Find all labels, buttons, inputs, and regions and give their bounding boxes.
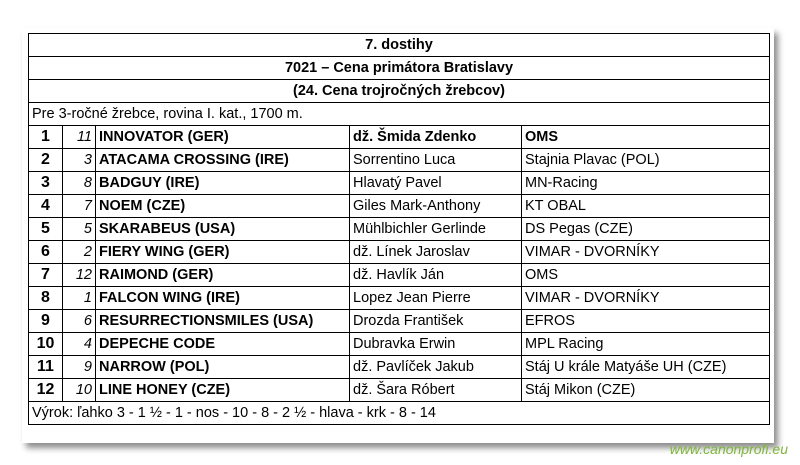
horse-name-cell: INNOVATOR (GER): [96, 126, 350, 149]
race-name: 7021 – Cena primátora Bratislavy: [29, 57, 770, 80]
table-row: [29, 172, 770, 195]
jockey-cell: Giles Mark-Anthony: [350, 195, 522, 218]
start-number-cell: 9: [63, 356, 96, 379]
horse-name-cell: BADGUY (IRE): [96, 172, 350, 195]
start-number-cell: 3: [63, 149, 96, 172]
table-row: [29, 264, 770, 287]
position-cell: 6: [29, 241, 63, 264]
header-row-2: [29, 57, 770, 80]
horse-name-cell: FALCON WING (IRE): [96, 287, 350, 310]
position-cell: 4: [29, 195, 63, 218]
owner-cell: Stáj Mikon (CZE): [522, 379, 770, 402]
jockey-cell: dž. Šmida Zdenko: [350, 126, 522, 149]
table-row: [29, 310, 770, 333]
jockey-cell: Mühlbichler Gerlinde: [350, 218, 522, 241]
jockey-cell: dž. Línek Jaroslav: [350, 241, 522, 264]
table-row: [29, 241, 770, 264]
jockey-cell: dž. Šara Róbert: [350, 379, 522, 402]
owner-cell: EFROS: [522, 310, 770, 333]
jockey-cell: Sorrentino Luca: [350, 149, 522, 172]
table-row: [29, 287, 770, 310]
horse-name-cell: DEPECHE CODE: [96, 333, 350, 356]
horse-name-cell: SKARABEUS (USA): [96, 218, 350, 241]
table-row: [29, 218, 770, 241]
header-row-1: [29, 34, 770, 57]
jockey-cell: Dubravka Erwin: [350, 333, 522, 356]
owner-cell: VIMAR - DVORNÍKY: [522, 287, 770, 310]
position-cell: 7: [29, 264, 63, 287]
position-cell: 12: [29, 379, 63, 402]
owner-cell: OMS: [522, 264, 770, 287]
owner-cell: KT OBAL: [522, 195, 770, 218]
owner-cell: VIMAR - DVORNÍKY: [522, 241, 770, 264]
jockey-cell: dž. Pavlíček Jakub: [350, 356, 522, 379]
start-number-cell: 12: [63, 264, 96, 287]
start-number-cell: 11: [63, 126, 96, 149]
owner-cell: Stajnia Plavac (POL): [522, 149, 770, 172]
start-number-cell: 2: [63, 241, 96, 264]
footer-row: [29, 402, 770, 425]
jockey-cell: Lopez Jean Pierre: [350, 287, 522, 310]
horse-name-cell: NOEM (CZE): [96, 195, 350, 218]
jockey-cell: Drozda František: [350, 310, 522, 333]
jockey-cell: dž. Havlík Ján: [350, 264, 522, 287]
table-row: [29, 195, 770, 218]
table-row: [29, 356, 770, 379]
owner-cell: MPL Racing: [522, 333, 770, 356]
jockey-cell: Hlavatý Pavel: [350, 172, 522, 195]
start-number-cell: 4: [63, 333, 96, 356]
table-row: [29, 149, 770, 172]
horse-name-cell: RAIMOND (GER): [96, 264, 350, 287]
horse-name-cell: ATACAMA CROSSING (IRE): [96, 149, 350, 172]
table-row: [29, 333, 770, 356]
position-cell: 3: [29, 172, 63, 195]
position-cell: 2: [29, 149, 63, 172]
finish-margins: Výrok: ľahko 3 - 1 ½ - 1 - nos - 10 - 8 - 2 ½ - hlava - krk - 8 - 14: [29, 402, 770, 425]
position-cell: 1: [29, 126, 63, 149]
position-cell: 8: [29, 287, 63, 310]
horse-name-cell: FIERY WING (GER): [96, 241, 350, 264]
start-number-cell: 5: [63, 218, 96, 241]
header-row-3: [29, 80, 770, 103]
owner-cell: Stáj U krále Matyáše UH (CZE): [522, 356, 770, 379]
watermark-text: www.canonprofi.eu: [669, 441, 788, 457]
owner-cell: DS Pegas (CZE): [522, 218, 770, 241]
start-number-cell: 10: [63, 379, 96, 402]
position-cell: 11: [29, 356, 63, 379]
race-results-table: [28, 33, 770, 425]
position-cell: 5: [29, 218, 63, 241]
race-number: 7. dostihy: [29, 34, 770, 57]
start-number-cell: 8: [63, 172, 96, 195]
start-number-cell: 7: [63, 195, 96, 218]
horse-name-cell: NARROW (POL): [96, 356, 350, 379]
table-row: [29, 379, 770, 402]
race-conditions: Pre 3-ročné žrebce, rovina I. kat., 1700 m.: [29, 103, 770, 126]
race-subtitle: (24. Cena trojročných žrebcov): [29, 80, 770, 103]
owner-cell: MN-Racing: [522, 172, 770, 195]
position-cell: 9: [29, 310, 63, 333]
start-number-cell: 6: [63, 310, 96, 333]
horse-name-cell: RESURRECTIONSMILES (USA): [96, 310, 350, 333]
horse-name-cell: LINE HONEY (CZE): [96, 379, 350, 402]
table-row: [29, 126, 770, 149]
position-cell: 10: [29, 333, 63, 356]
conditions-row: [29, 103, 770, 126]
owner-cell: OMS: [522, 126, 770, 149]
start-number-cell: 1: [63, 287, 96, 310]
